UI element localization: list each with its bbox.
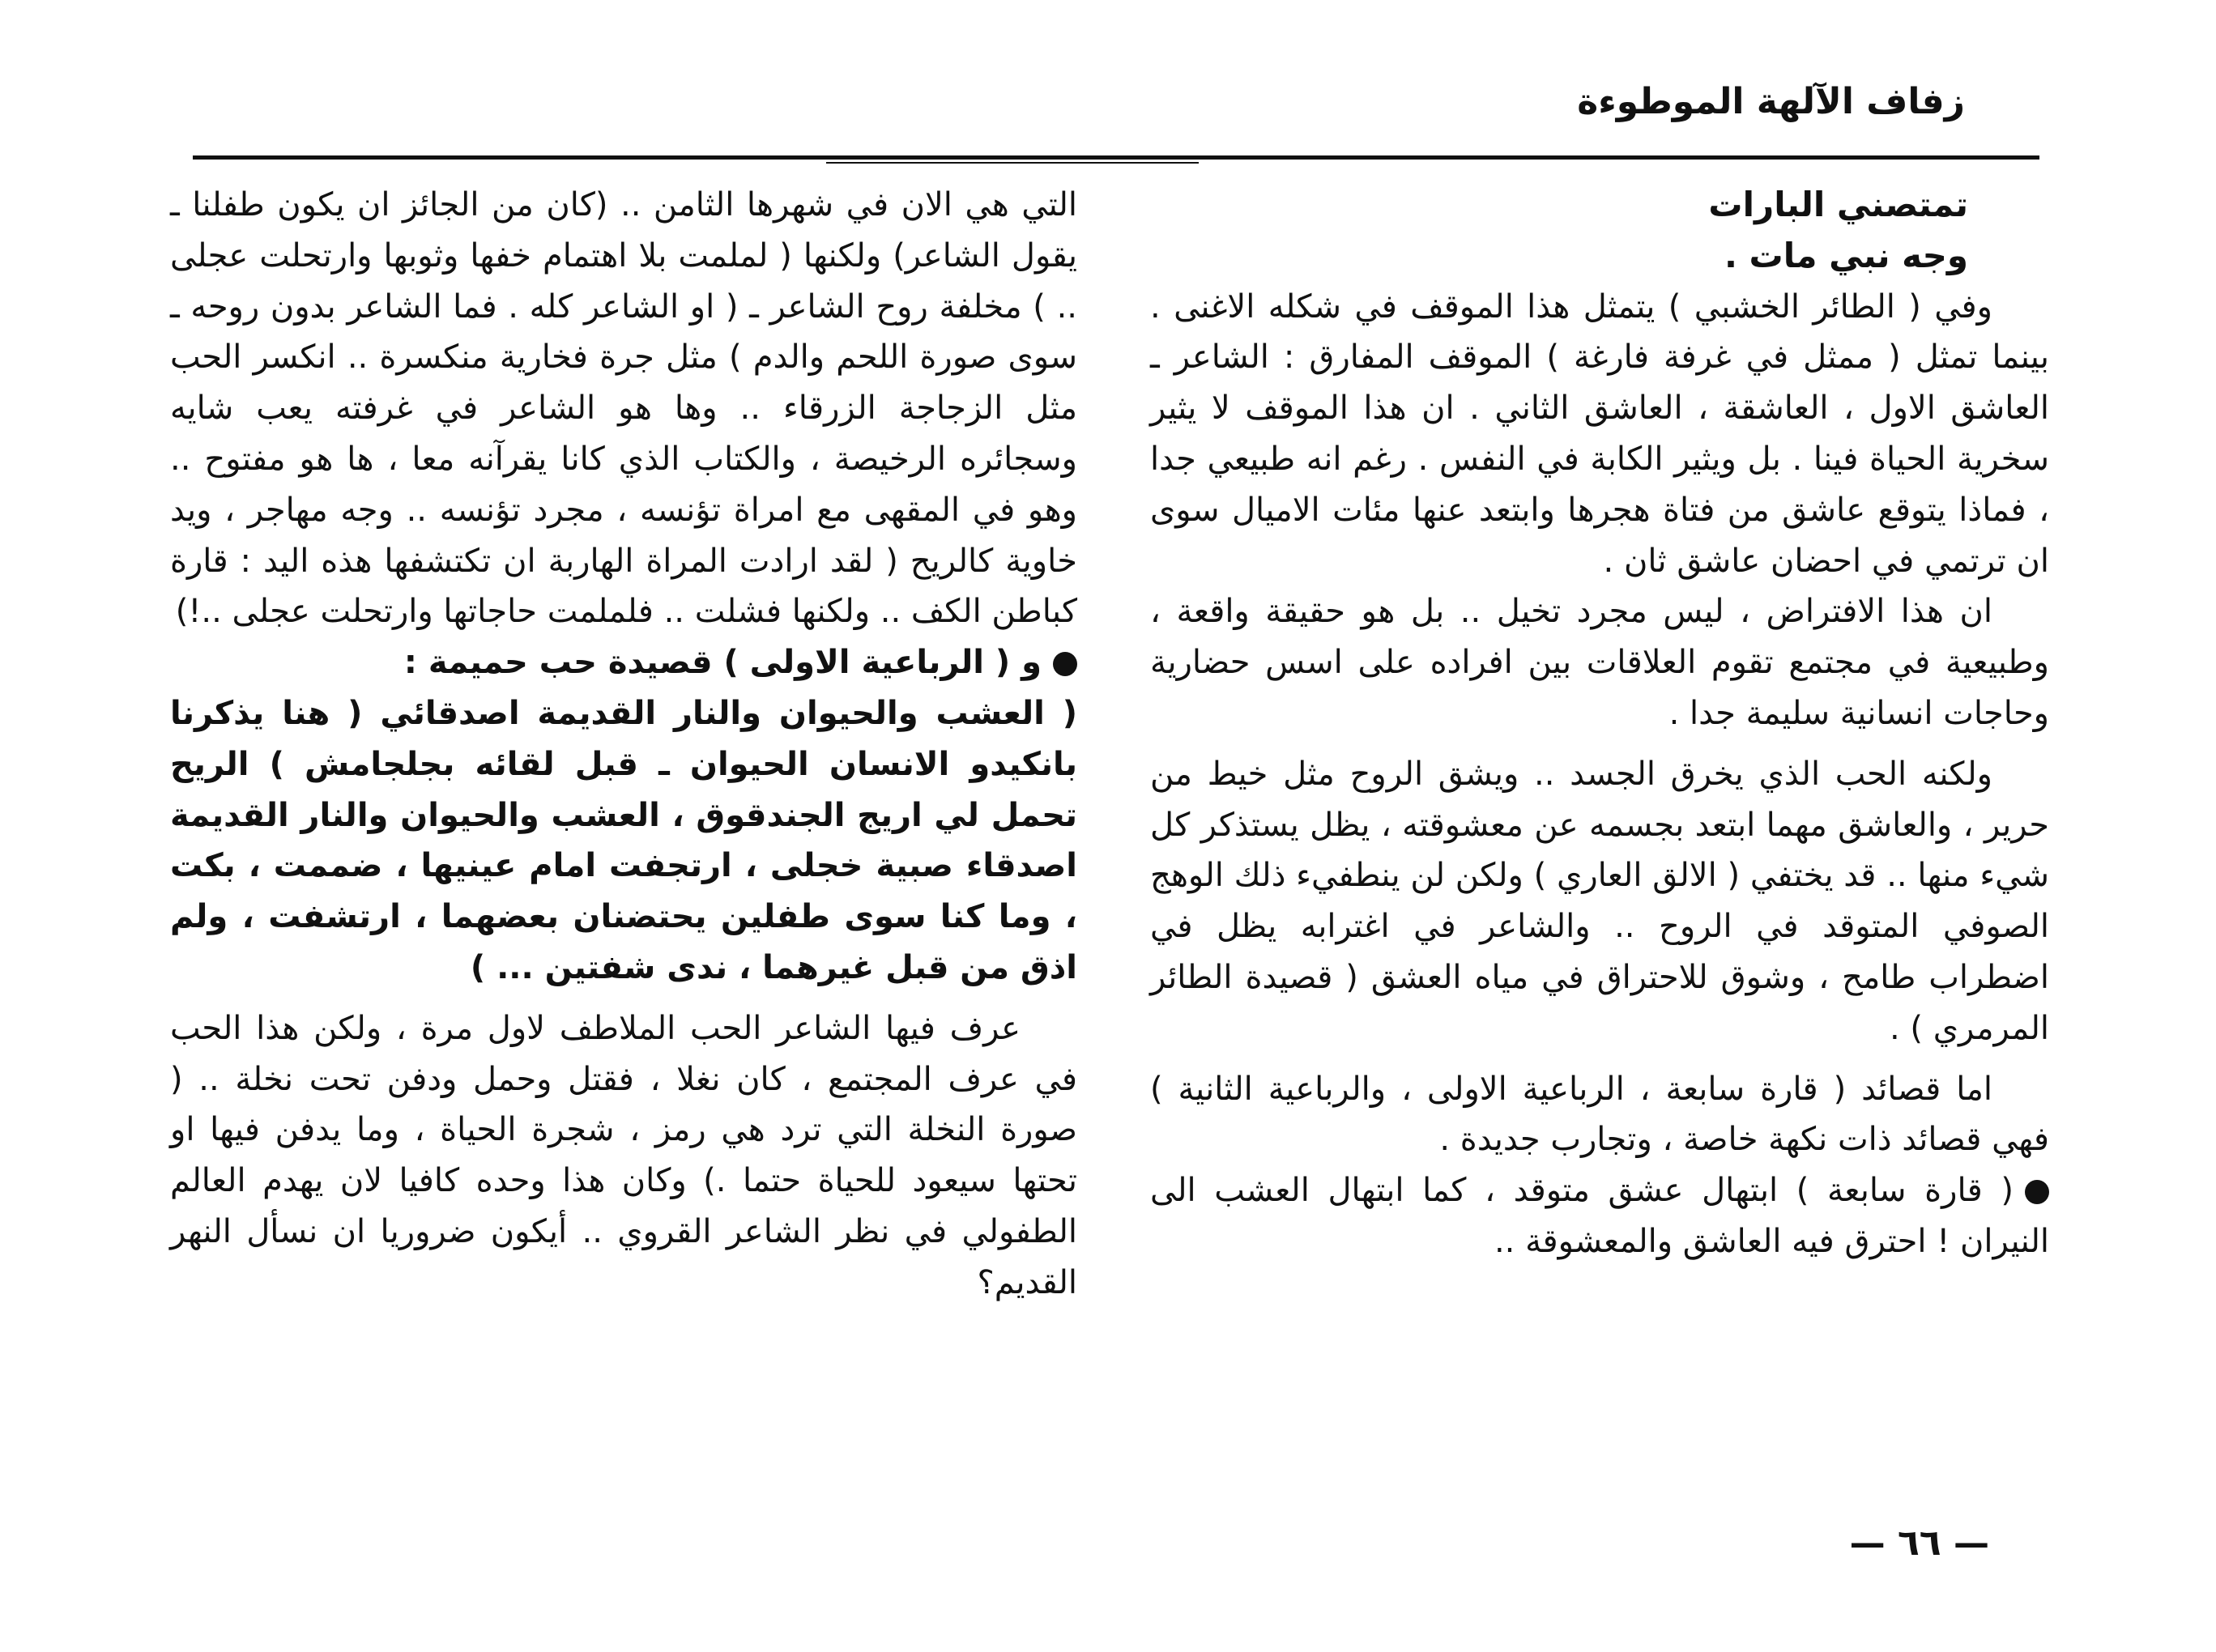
left-column-quote: ( العشب والحيوان والنار القديمة اصدقائي ( هنا يذكرنا بانكيدو الانسان الحيوان ـ قبل لقائه بجلجامش ) الريح تحمل لي اريج الجندقوق ، العشب والحيوان والنار القديمة اصدقاء صبية خجلى ، ارتجفت امام عينيها ، ضممت ، بكت ، وما كنا سوى طفلين يحتضنان بعضهما ، ارتشفت ، ولم اذق من قبل غيرهما ، ندى شفتين ... )	[170, 694, 1077, 986]
page-number: — ٦٦ —	[1849, 1522, 1989, 1564]
right-column-paragraph-2: ان هذا الافتراض ، ليس مجرد تخيل .. بل هو حقيقة واقعة ، وطبيعية في مجتمع تقوم العلاقات بين افراده على اسس حضارية وحاجات انسانية سليمة جدا .	[1150, 593, 2049, 732]
header-rule	[193, 155, 2039, 160]
right-column-paragraph-1: وفي ( الطائر الخشبي ) يتمثل هذا الموقف في شكله الاغنى . بينما تمثل ( ممثل في غرفة فارغة ) الموقف المفارق : الشاعر ـ العاشق الاول ، العاشقة ، العاشق الثاني . ان هذا الموقف لا يثير سخرية الحياة فينا . بل ويثير الكابة في النفس . رغم انه طبيعي جدا ، فماذا يتوقع عاشق من فتاة هجرها وابتعد عنها مئات الاميال سوى ان ترتمي في احضان عاشق ثان .	[1150, 287, 2049, 580]
header-rule-accent	[826, 162, 1199, 164]
left-column-paragraph-2: عرف فيها الشاعر الحب الملاطف لاول مرة ، ولكن هذا الحب في عرف المجتمع ، كان نغلا ، فقتل وحمل ودفن تحت نخلة .. ( صورة النخلة التي ترد هي رمز ، شجرة الحياة ، وما يدفن فيها او تحتها سيعود للحياة حتما .) وكان هذا وحده كافيا لان يهدم العالم الطفولي في نظر الشاعر القروي .. أيكون ضروريا ان نسأل النهر القديم؟	[170, 1009, 1077, 1301]
bullet-icon	[2025, 1180, 2049, 1204]
right-column-paragraph-5: ( قارة سابعة ) ابتهال عشق متوقد ، كما ابتهال العشب الى النيران ! احترق فيه العاشق والمعشوقة ..	[1150, 1172, 2049, 1260]
left-column-heading-wrapper	[170, 637, 1077, 688]
bullet-icon	[1053, 652, 1077, 676]
right-column	[1150, 180, 2049, 1267]
right-column-paragraph-4: اما قصائد ( قارة سابعة ، الرباعية الاولى ، والرباعية الثانية ) فهي قصائد ذات نكهة خاصة ، وتجارب جديدة .	[1150, 1070, 2049, 1159]
left-column-heading: و ( الرباعية الاولى ) قصيدة حب حميمة :	[403, 644, 1042, 682]
right-column-paragraph-3: ولكنه الحب الذي يخرق الجسد .. ويشق الروح مثل خيط من حرير ، والعاشق مهما ابتعد بجسمه عن معشوقته ، يظل يستذكر كل شيء منها .. قد يختفي ( الالق العاري ) ولكن لن ينطفيء ذلك الوهج الصوفي المتوقد في الروح .. والشاعر في اغترابه يظل في اضطراب طامح ، وشوق للاحتراق في مياه العشق ( قصيدة الطائر المرمري ) .	[1150, 755, 2049, 1047]
right-column-heading-2: وجه نبي مات .	[1724, 235, 1968, 275]
left-column	[170, 180, 1077, 1309]
right-column-heading-1: تمتصني البارات	[1708, 185, 1968, 224]
right-column-paragraph-5-wrapper	[1150, 1165, 2049, 1267]
running-head: زفاف الآلهة الموطوءة	[1577, 81, 1965, 122]
left-column-paragraph-1: التي هي الان في شهرها الثامن .. (كان من الجائز ان يكون طفلنا ـ يقول الشاعر) ولكنها ( لملمت بلا اهتمام خفها وثوبها وارتحلت عجلى .. ) مخلفة روح الشاعر ـ ( او الشاعر كله . فما الشاعر بدون روحه ـ سوى صورة اللحم والدم ) مثل جرة فخارية منكسرة .. انكسر الحب مثل الزجاجة الزرقاء .. وها هو الشاعر في غرفته يعب شايه وسجائره الرخيصة ، والكتاب الذي كانا يقرآنه معا ، ها هو مفتوح .. وهو في المقهى مع امراة تؤنسه ، مجرد تؤنسه .. وجه مهاجر ، ويد خاوية كالريح ( لقد ارادت المراة الهاربة ان تكتشفها هذه اليد : قارة كباطن الكف .. ولكنها فشلت .. فلملمت حاجاتها وارتحلت عجلى ..!)	[170, 186, 1077, 631]
